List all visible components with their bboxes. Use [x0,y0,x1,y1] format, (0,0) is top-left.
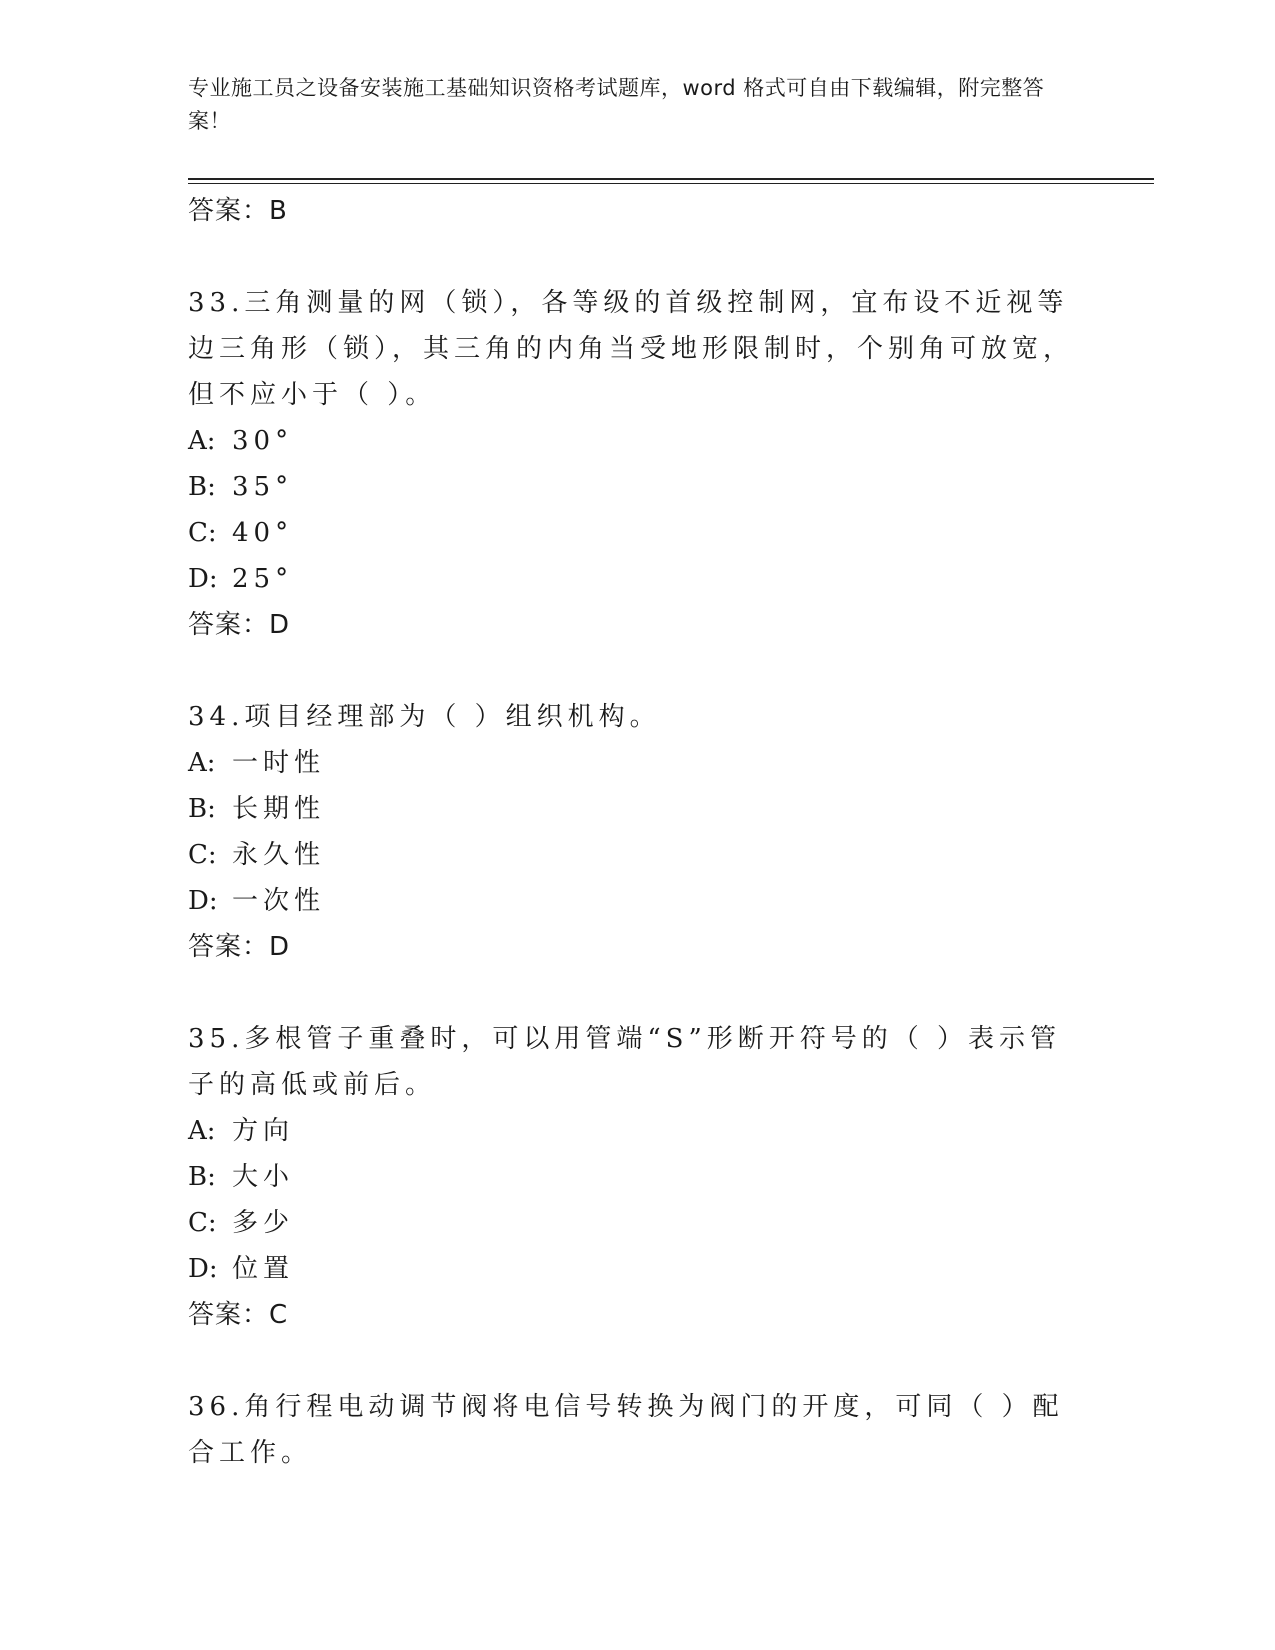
question-block [188,694,1088,970]
answer-line [188,188,1088,234]
option-d [188,878,1088,924]
option-key: C: [188,840,217,870]
option-text: 一时性 [232,748,326,778]
answer-label: 答案： [188,196,270,226]
answer-label: 答案： [188,1300,270,1330]
option-c [188,832,1088,878]
document-header: 专业施工员之设备安装施工基础知识资格考试题库，word 格式可自由下载编辑，附完整答案！ [188,76,1045,133]
answer-value: B [269,196,288,226]
option-key: B: [188,794,216,824]
option-text: 35° [232,472,294,502]
option-b [188,786,1088,832]
header-divider-thin [188,183,1154,184]
question-text: 33.三角测量的网（锁），各等级的首级控制网，宜布设不近视等边三角形（锁），其三角的内角当受地形限制时，个别角可放宽，但不应小于（ ）。 [188,288,1075,410]
question-list [188,188,1088,1476]
answer-label: 答案： [188,932,270,962]
option-text: 长期性 [232,794,326,824]
answer-line [188,924,1088,970]
header-divider [188,178,1154,180]
option-text: 25° [232,564,294,594]
option-key: B: [188,472,216,502]
option-text: 大小 [232,1162,295,1192]
option-key: B: [188,1162,216,1192]
option-text: 永久性 [232,840,326,870]
option-key: C: [188,1208,217,1238]
option-key: C: [188,518,217,548]
answer-line [188,1292,1088,1338]
option-key: A: [188,1116,216,1146]
option-c [188,1200,1088,1246]
option-d [188,556,1088,602]
option-a [188,418,1088,464]
option-text: 多少 [232,1208,295,1238]
answer-line [188,602,1088,648]
option-key: D: [188,1254,218,1284]
answer-value: D [269,610,291,640]
question-block [188,1016,1088,1338]
option-key: A: [188,426,216,456]
answer-value: D [269,932,291,962]
option-text: 位置 [232,1254,295,1284]
option-a [188,1108,1088,1154]
answer-value: C [269,1300,289,1330]
question-text: 35.多根管子重叠时，可以用管端“S”形断开符号的（ ）表示管子的高低或前后。 [188,1024,1062,1100]
question-block [188,280,1088,648]
option-d [188,1246,1088,1292]
question-block [188,1384,1088,1476]
option-b [188,1154,1088,1200]
option-b [188,464,1088,510]
question-text: 36.角行程电动调节阀将电信号转换为阀门的开度，可同（ ）配合工作。 [188,1392,1064,1468]
option-c [188,510,1088,556]
answer-label: 答案： [188,610,270,640]
option-key: A: [188,748,216,778]
option-text: 一次性 [232,886,326,916]
option-key: D: [188,564,218,594]
option-text: 方向 [232,1116,295,1146]
question-text: 34.项目经理部为（ ）组织机构。 [188,702,661,732]
option-a [188,740,1088,786]
option-key: D: [188,886,218,916]
option-text: 30° [232,426,294,456]
option-text: 40° [232,518,294,548]
